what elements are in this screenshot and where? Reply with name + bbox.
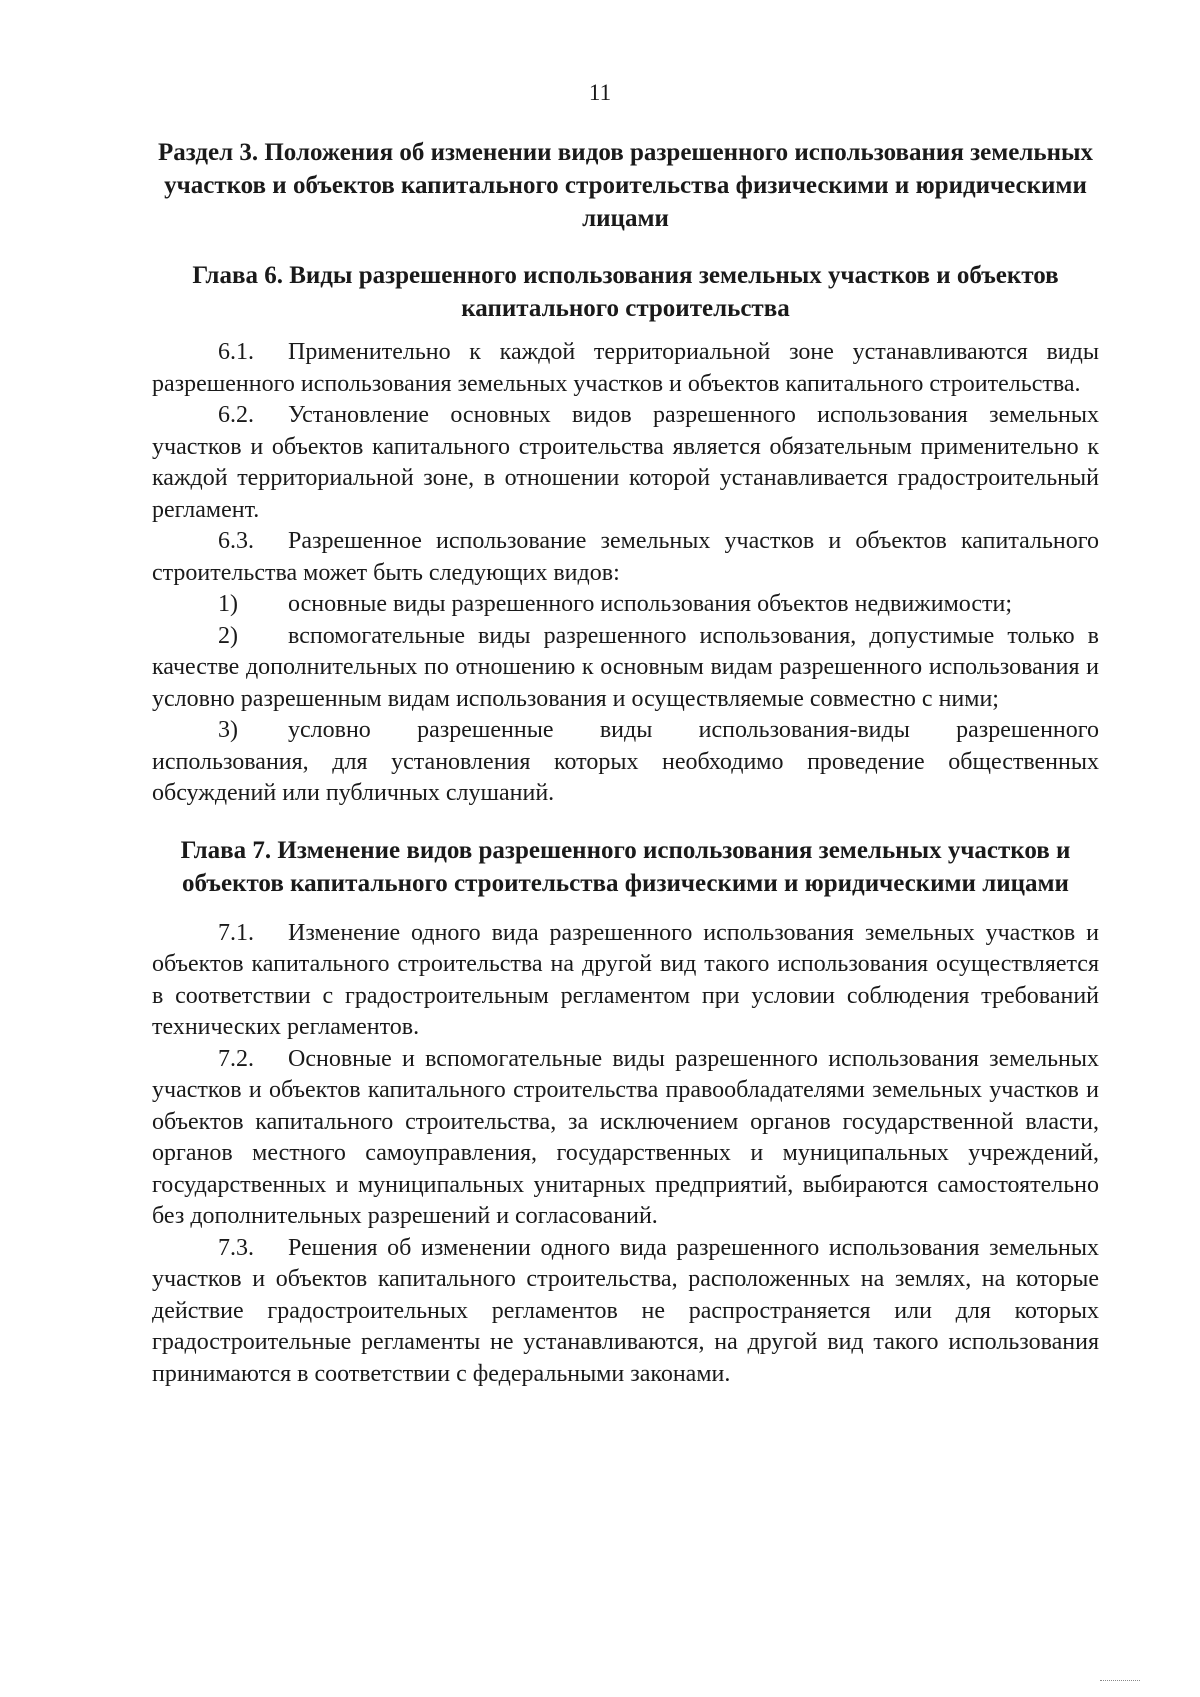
paragraph-text: Изменение одного вида разрешенного использования земельных участков и объектов капитального строительства на другой вид такого использования осуществляется в соответствии с градостроительным регламентом при условии соблюдения требований технических регламентов. (152, 919, 1099, 1040)
paragraph-text: Решения об изменении одного вида разрешенного использования земельных участков и объектов капитального строительства, расположенных на землях, на которые действие градостроительных регламентов не распространяется или для которых градостроительные регламенты не устанавливаются, на другой вид такого использования принимаются в соответствии с федеральными законами. (152, 1234, 1099, 1387)
list-item-2 (152, 621, 1099, 716)
list-item-text: основные виды разрешенного использования объектов недвижимости; (288, 591, 1013, 617)
paragraph-6-2 (152, 400, 1099, 526)
paragraph-number: 6.1. (218, 339, 254, 365)
list-item-1 (152, 589, 1099, 621)
paragraph-number: 6.3. (218, 528, 254, 554)
list-item-text: условно разрешенные виды использования-виды разрешенного использования, для установления которых необходимо проведение общественных обсуждений или публичных слушаний. (152, 717, 1099, 806)
list-item-number: 3) (218, 717, 238, 743)
paragraph-number: 7.1. (218, 919, 254, 946)
paragraph-text: Разрешенное использование земельных участков и объектов капитального строительства может быть следующих видов: (152, 528, 1099, 586)
paragraph-6-1 (152, 337, 1099, 400)
paragraph-text: Применительно к каждой территориальной зоне устанавливаются виды разрешенного использования земельных участков и объектов капитального строительства. (152, 339, 1099, 397)
paragraph-text: Установление основных видов разрешенного использования земельных участков и объектов капитального строительства является обязательным применительно к каждой территориальной зоне, в отношении которой устанавливается градостроительный регламент. (152, 402, 1099, 523)
paragraph-7-2 (152, 1044, 1099, 1233)
list-item-text: вспомогательные виды разрешенного использования, допустимые только в качестве дополнительных по отношению к основным видам разрешенного использования и условно разрешенным видам использования и осуществляемые совместно с ними; (152, 622, 1099, 712)
chapter-6-heading: Глава 6. Виды разрешенного использования земельных участков и объектов капитального строительства (192, 262, 1059, 322)
paragraph-number: 7.2. (218, 1045, 254, 1072)
paragraph-number: 6.2. (218, 402, 254, 428)
paragraph-6-3 (152, 526, 1099, 589)
paragraph-7-1 (152, 918, 1099, 1044)
page-number: 11 (588, 80, 612, 105)
list-item-3 (152, 715, 1099, 810)
paragraph-number: 7.3. (218, 1234, 254, 1261)
chapter-7-heading: Глава 7. Изменение видов разрешенного использования земельных участков и объектов капитального строительства физическими и юридическими лицами (180, 836, 1071, 897)
paragraph-7-3 (152, 1233, 1099, 1391)
paragraph-text: Основные и вспомогательные виды разрешенного использования земельных участков и объектов капитального строительства правообладателями земельных участков и объектов капитального строительства, за исключением органов государственной власти, органов местного самоуправления, государственных и муниципальных учреждений, государственных и муниципальных унитарных предприятий, выбираются самостоятельно без дополнительных разрешений и согласований. (152, 1045, 1099, 1229)
scan-mark (1100, 1680, 1140, 1687)
document-body (152, 136, 1099, 1390)
list-item-number: 2) (218, 622, 238, 649)
section-heading: Раздел 3. Положения об изменении видов разрешенного использования земельных участков и объектов капитального строительства физическими и юридическими лицами (157, 139, 1094, 232)
list-item-number: 1) (218, 591, 238, 617)
